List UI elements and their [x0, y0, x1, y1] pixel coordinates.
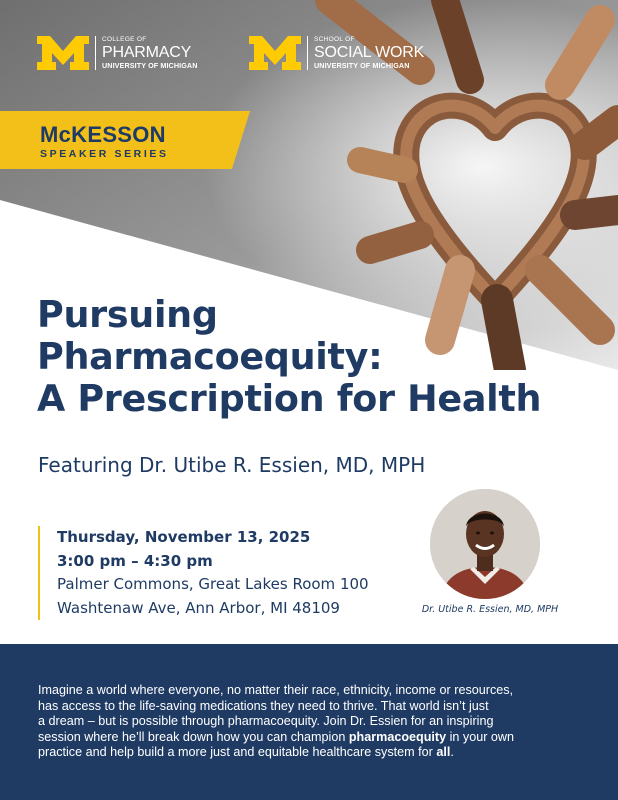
logo-unit-name: PHARMACY: [102, 43, 192, 61]
speaker-caption: Dr. Utibe R. Essien, MD, MPH: [421, 604, 559, 615]
speaker-series-label: SPEAKER SERIES: [40, 148, 169, 160]
social-work-logo: [249, 36, 424, 70]
description-text: .: [450, 745, 454, 760]
logo-university: UNIVERSITY OF MICHIGAN: [102, 60, 198, 70]
description-line: Imagine a world where everyone, no matter their race, ethnicity, income or resources,: [38, 683, 514, 697]
logo-unit-name: SOCIAL WORK: [314, 43, 425, 61]
banner-text: [40, 124, 169, 160]
event-date: Thursday, November 13, 2025: [57, 528, 311, 546]
title-line: Pharmacoequity:: [37, 335, 383, 378]
description-text: session where he’ll break down how you can champion: [38, 729, 349, 744]
event-venue: Palmer Commons, Great Lakes Room 100: [57, 575, 369, 594]
block-m-icon: [249, 36, 301, 70]
description-line: has access to the life-saving medications they need to thrive. That world isn’t just: [38, 698, 489, 713]
featuring-subtitle: Featuring Dr. Utibe R. Essien, MD, MPH: [38, 453, 426, 477]
description-text: in your own: [446, 729, 515, 744]
description-line: a dream – but is possible through pharmacoequity. Join Dr. Essien for an inspiring: [38, 714, 494, 729]
speaker-photo: [430, 489, 540, 599]
event-time: 3:00 pm – 4:30 pm: [57, 551, 213, 570]
logo-divider: [307, 36, 308, 70]
event-address: Washtenaw Ave, Ann Arbor, MI 48109: [57, 598, 340, 617]
event-description: [38, 683, 586, 761]
block-m-icon: [37, 36, 89, 70]
logo-small-text: COLLEGE OF: [102, 36, 147, 44]
pharmacy-logo: [37, 36, 198, 70]
event-details: [38, 526, 398, 620]
logo-divider: [95, 36, 96, 70]
title-line: A Prescription for Health: [37, 377, 542, 420]
emphasis-pharmacoequity: pharmacoequity: [348, 729, 447, 744]
description-line: [38, 745, 586, 761]
emphasis-all: all: [436, 745, 451, 760]
logo-small-text: SCHOOL OF: [314, 36, 355, 44]
page-title: [37, 294, 541, 420]
description-line: [38, 730, 586, 746]
title-line: Pursuing: [37, 293, 218, 336]
mckesson-wordmark: McKESSON: [40, 122, 166, 147]
description-text: practice and help build a more just and equitable healthcare system for: [38, 745, 437, 760]
logo-university: UNIVERSITY OF MICHIGAN: [314, 60, 410, 70]
